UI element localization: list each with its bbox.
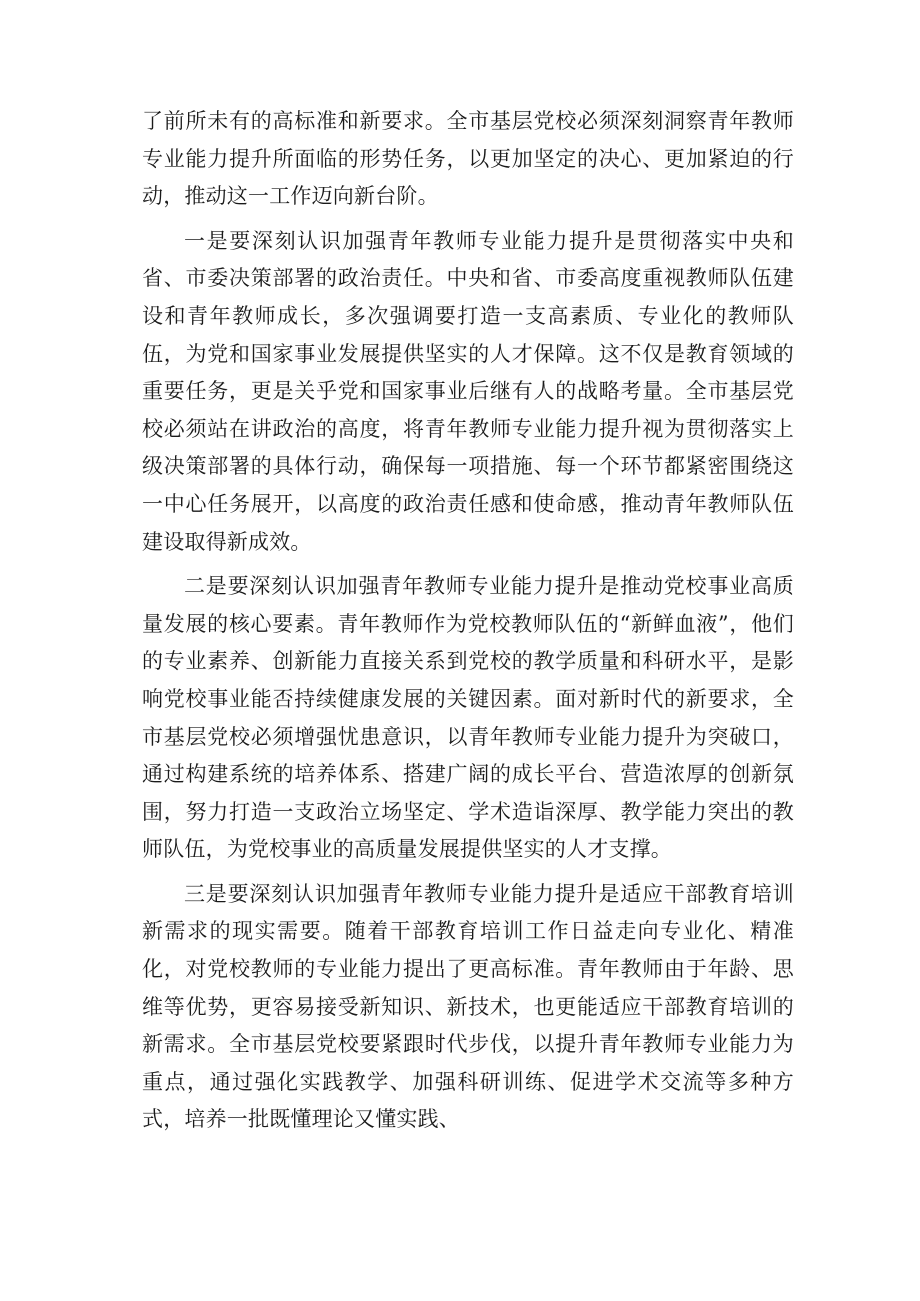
paragraph-point-two: 二是要深刻认识加强青年教师专业能力提升是推动党校事业高质量发展的核心要素。青年教师作为党校教师队伍的“新鲜血液”，他们的专业素养、创新能力直接关系到党校的教学质量和科研水平，是影响党校事业能否持续健康发展的关键因素。面对新时代的新要求，全市基层党校必须增强忧患意识，以青年教师专业能力提升为突破口，通过构建系统的培养体系、搭建广阔的成长平台、营造浓厚的创新氛围，努力打造一支政治立场坚定、学术造诣深厚、教学能力突出的教师队伍，为党校事业的高质量发展提供坚实的人才支撑。 xyxy=(142,574,794,862)
paragraph-gap xyxy=(142,216,794,223)
paragraph-point-one: 一是要深刻认识加强青年教师专业能力提升是贯彻落实中央和省、市委决策部署的政治责任。中央和省、市委高度重视教师队伍建设和青年教师成长，多次强调要打造一支高素质、专业化的教师队伍，为党和国家事业发展提供坚实的人才保障。这不仅是教育领域的重要任务，更是关乎党和国家事业后继有人的战略考量。全市基层党校必须站在讲政治的高度，将青年教师专业能力提升视为贯彻落实上级决策部署的具体行动，确保每一项措施、每一个环节都紧密围绕这一中心任务展开，以高度的政治责任感和使命感，推动青年教师队伍建设取得新成效。 xyxy=(142,228,794,554)
paragraph-gap xyxy=(142,869,794,876)
paragraph-gap xyxy=(142,561,794,568)
document-body xyxy=(142,103,794,1139)
paragraph-point-three: 三是要深刻认识加强青年教师专业能力提升是适应干部教育培训新需求的现实需要。随着干部教育培训工作日益走向专业化、精准化，对党校教师的专业能力提出了更高标准。青年教师由于年龄、思维等优势，更容易接受新知识、新技术，也更能适应干部教育培训的新需求。全市基层党校要紧跟时代步伐，以提升青年教师专业能力为重点，通过强化实践教学、加强科研训练、促进学术交流等多种方式，培养一批既懂理论又懂实践、 xyxy=(142,881,794,1132)
paragraph-continuation: 了前所未有的高标准和新要求。全市基层党校必须深刻洞察青年教师专业能力提升所面临的形势任务，以更加坚定的决心、更加紧迫的行动，推动这一工作迈向新台阶。 xyxy=(142,109,794,209)
